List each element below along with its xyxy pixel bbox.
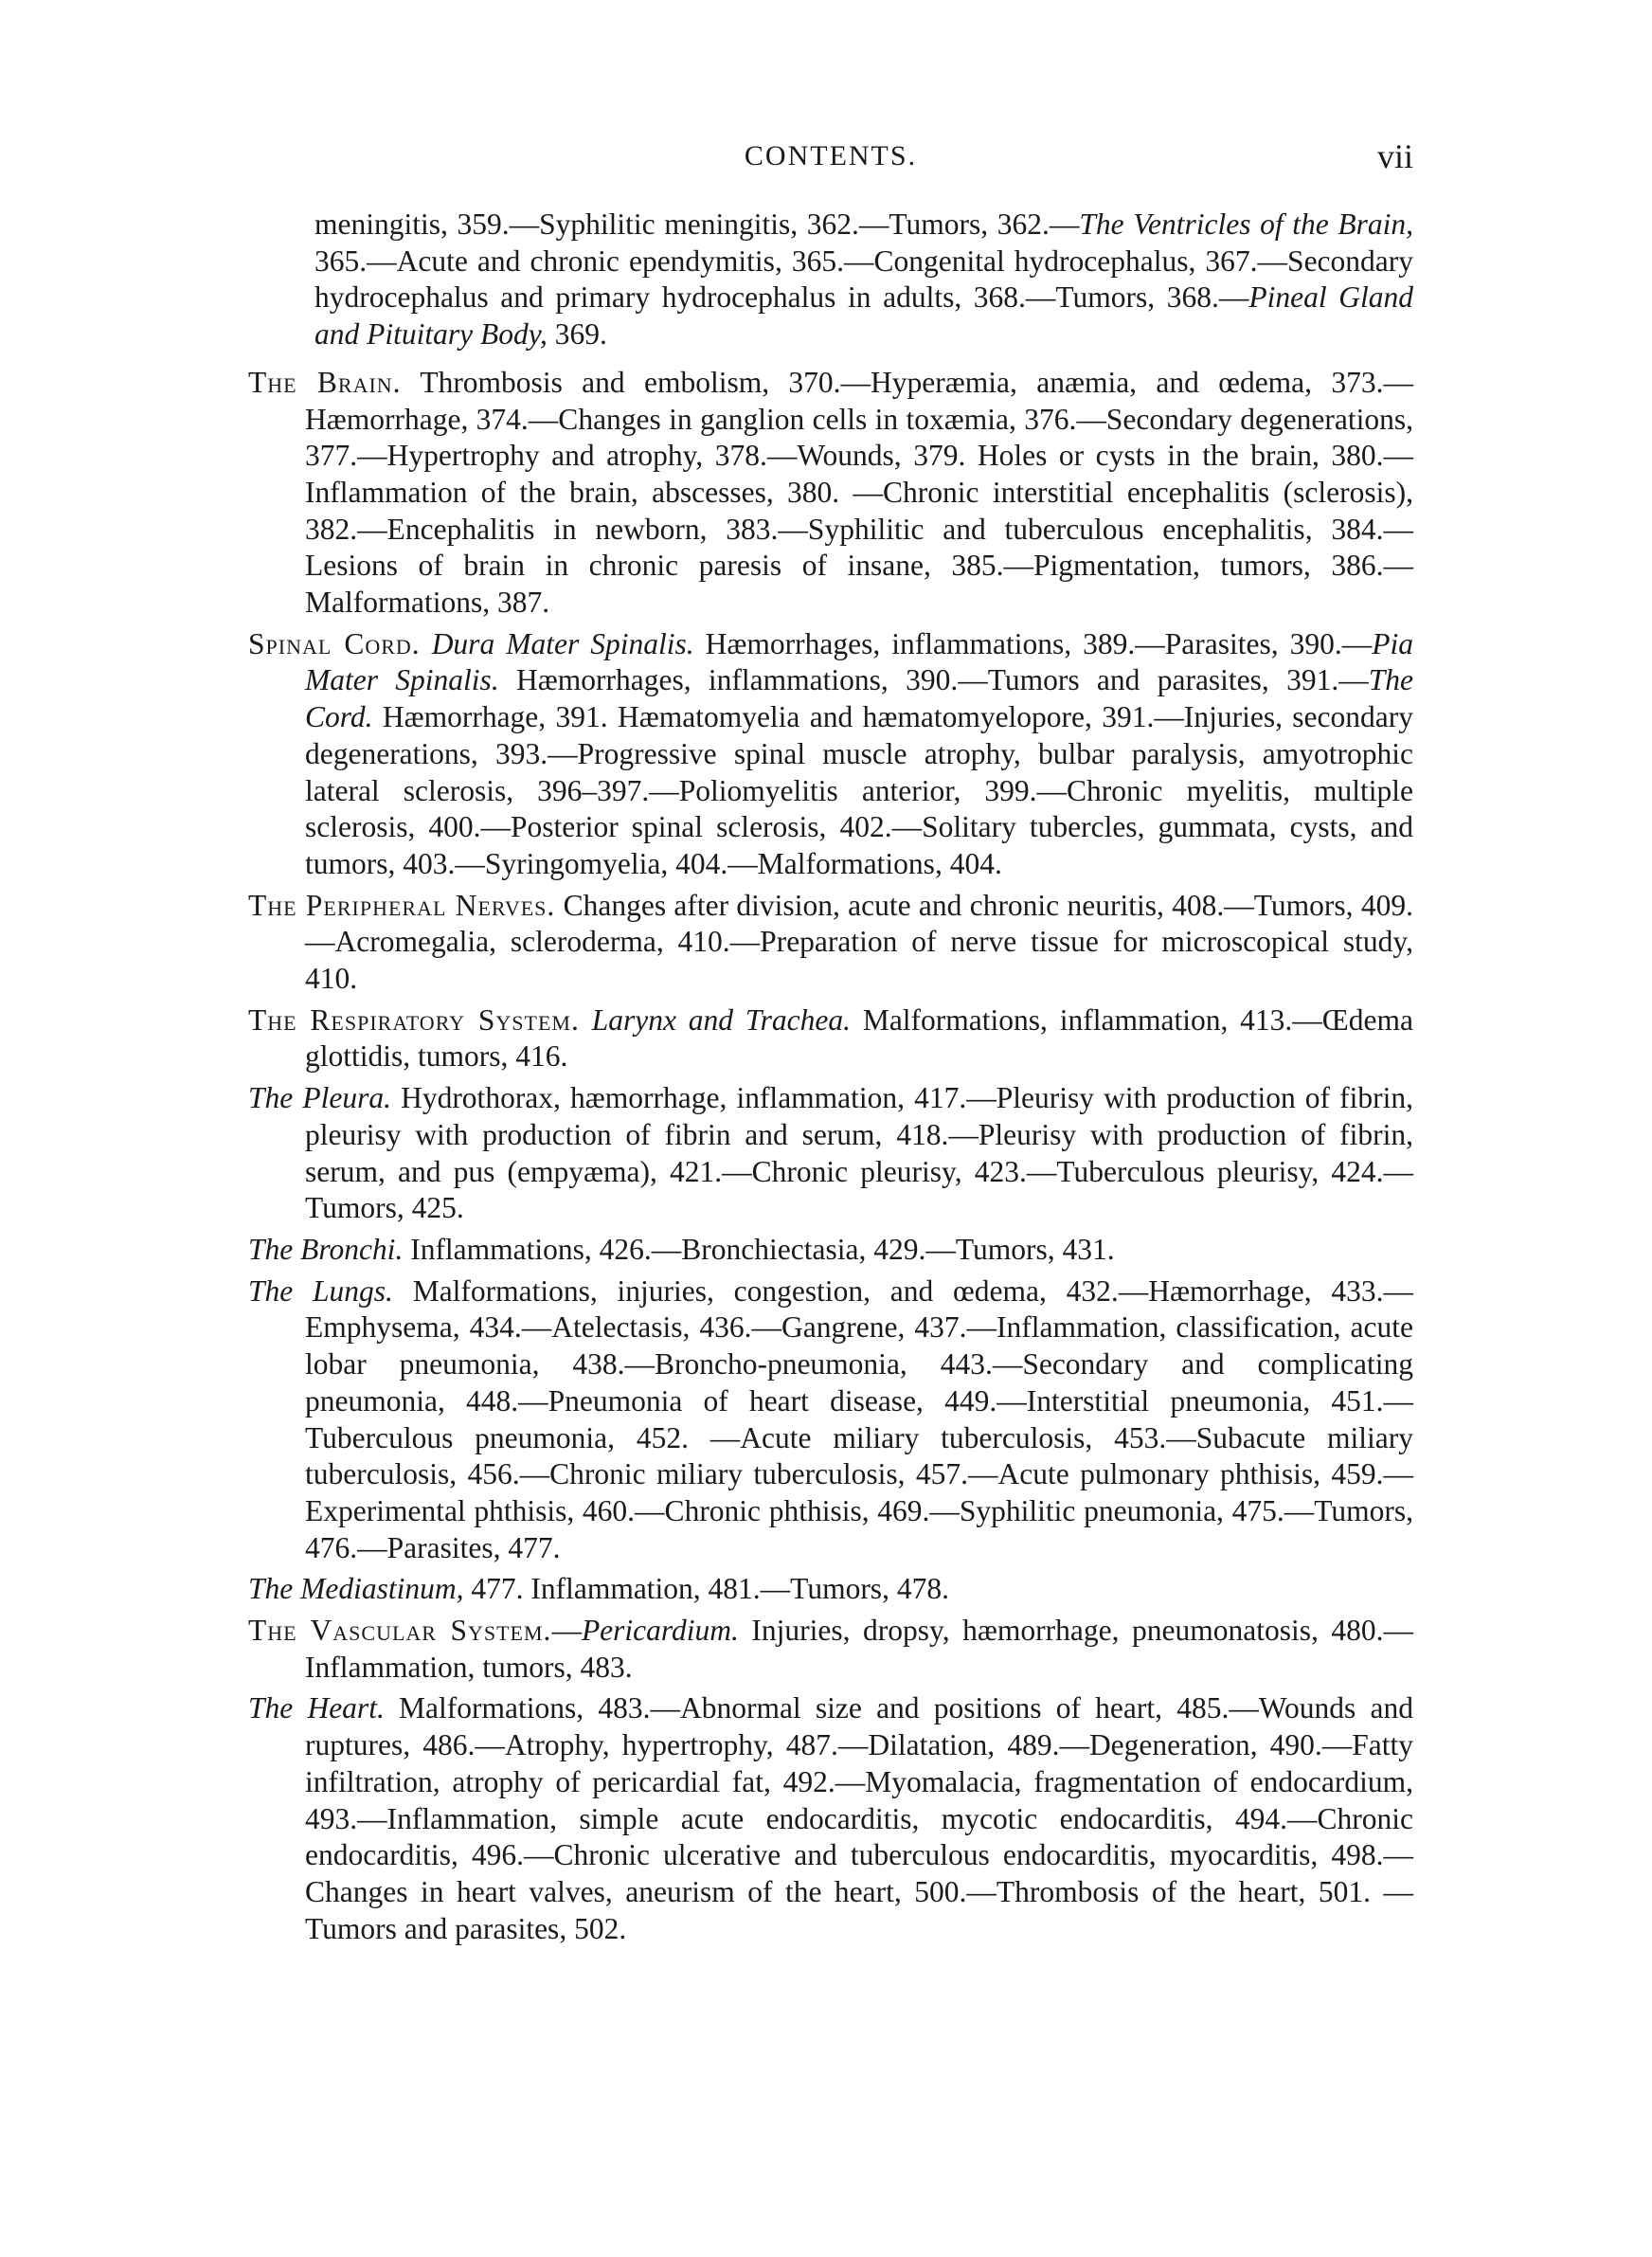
toc-entry-respiratory-system — [248, 1002, 1413, 1075]
toc-section-heading: The Brain. — [248, 365, 402, 399]
toc-subheading: The Mediastinum, — [248, 1572, 464, 1606]
toc-subheading: Larynx and Trachea. — [591, 1002, 851, 1037]
toc-entry-text: Hydrothorax, hæmorrhage, inflammation, 417.—Pleurisy with production of fibrin, pleurisy with production of fibrin and serum, 418.—Pleurisy with production of fibrin, serum, and pus (empyæma), 421.—Chronic pleurisy, 423.—Tuberculous pleurisy, 424.—Tumors, 425. — [305, 1081, 1414, 1225]
toc-subheading: Pineal Gland and Pituitary Body, — [314, 280, 1413, 352]
toc-subheading: Pericardium. — [581, 1614, 739, 1648]
toc-entry-heart — [248, 1690, 1413, 1947]
toc-subheading: The Bronchi. — [248, 1232, 404, 1266]
toc-subheading: The Lungs. — [248, 1273, 393, 1308]
toc-entry-lungs — [248, 1273, 1413, 1567]
toc-entry-text: 477. Inflammation, 481.—Tumors, 478. — [463, 1572, 949, 1606]
toc-entry-text: Hæmorrhages, inflammations, 390.—Tumors and parasites, 391.— — [498, 663, 1369, 697]
page-title: CONTENTS. — [744, 140, 918, 172]
toc-entry-text: Injuries, dropsy, hæmorrhage, pneumonatosis, 480.—Inflammation, tumors, 483. — [305, 1614, 1413, 1684]
toc-entry-vascular-system: The Vascular System.—Pericardium. Injuries, dropsy, hæmorrhage, pneumonatosis, 480.—Inflammation, tumors, 483. — [248, 1614, 1413, 1684]
toc-subheading: The Ventricles of the Brain, — [1079, 208, 1413, 241]
toc-subheading: The Heart. — [248, 1691, 385, 1725]
toc-section-heading: The Respiratory System. — [248, 1002, 580, 1037]
toc-entry-brain — [248, 365, 1413, 622]
toc-entry-text: Inflammations, 426.—Bronchiectasia, 429.—Tumors, 431. — [403, 1232, 1115, 1266]
toc-subheading: Dura Mater Spinalis. — [431, 626, 694, 660]
table-of-contents — [248, 207, 1413, 1952]
page-number: vii — [1376, 137, 1413, 175]
toc-entry-text: Malformations, inflammation, 413.—Œdema glottidis, tumors, 416. — [305, 1002, 1414, 1074]
toc-section-heading: The Peripheral Nerves. — [248, 888, 556, 922]
toc-entry-text: Hæmorrhage, 391. Hæmatomyelia and hæmatomyelopore, 391.—Injuries, secondary degenerations, 393.—Progressive spinal muscle atrophy, bulbar paralysis, amyotrophic lateral sclerosis, 396–397.—Poliomyelitis anterior, 399.—Chronic myelitis, multiple sclerosis, 400.—Posterior spinal sclerosis, 402.—Solitary tubercles, gummata, cysts, and tumors, 403.—Syringomyelia, 404.—Malformations, 404. — [305, 700, 1413, 880]
running-head — [248, 137, 1413, 178]
toc-subheading: Pia Mater Spinalis. — [305, 626, 1413, 697]
toc-section-heading: The Vascular System. — [248, 1614, 552, 1648]
toc-entry-peripheral-nerves — [248, 888, 1413, 998]
toc-entry-text: Malformations, 483.—Abnormal size and positions of heart, 485.—Wounds and ruptures, 486.—Atrophy, hypertrophy, 487.—Dilatation, 489.—Degeneration, 490.—Fatty infiltration, atrophy of pericardial fat, 492.—Myomalacia, fragmentation of endocardium, 493.—Inflammation, simple acute endocarditis, mycotic endocarditis, 494.—Chronic endocarditis, 496.—Chronic ulcerative and tuberculous endocarditis, myocarditis, 498.—Changes in heart valves, aneurism of the heart, 500.—Thrombosis of the heart, 501. —Tumors and parasites, 502. — [305, 1691, 1413, 1945]
toc-entry-text: Hæmorrhages, inflammations, 389.—Parasites, 390.— — [693, 626, 1373, 660]
toc-entry-text: Thrombosis and embolism, 370.—Hyperæmia, anæmia, and œdema, 373.—Hæmorrhage, 374.—Changes in ganglion cells in toxæmia, 376.—Secondary degenerations, 377.—Hypertrophy and atrophy, 378.—Wounds, 379. Holes or cysts in the brain, 380.—Inflammation of the brain, abscesses, 380. —Chronic interstitial encephalitis (sclerosis), 382.—Encephalitis in newborn, 383.—Syphilitic and tuberculous encephalitis, 384.—Lesions of brain in chronic paresis of insane, 385.—Pigmentation, tumors, 386.—Malformations, 387. — [305, 365, 1413, 620]
toc-entry-pleura — [248, 1080, 1413, 1227]
toc-entry-mediastinum — [248, 1571, 1413, 1608]
toc-entry-spinal-cord — [248, 626, 1413, 883]
toc-entry-continuation: meningitis, 359.—Syphilitic meningitis, 362.—Tumors, 362.—The Ventricles of the Brain, 365.—Acute and chronic ependymitis, 365.—Congenital hydrocephalus, 367.—Secondary hydrocephalus and primary hydrocephalus in adults, 368.—Tumors, 368.—Pineal Gland and Pituitary Body, 369. — [314, 208, 1413, 352]
toc-subheading: The Cord. — [305, 663, 1413, 734]
toc-subheading: The Pleura. — [248, 1081, 391, 1115]
toc-section-heading: Spinal Cord. — [248, 626, 421, 660]
toc-entry-bronchi — [248, 1232, 1413, 1269]
toc-entry-text: Changes after division, acute and chronic neuritis, 408.—Tumors, 409.—Acromegalia, scleroderma, 410.—Preparation of nerve tissue for microscopical study, 410. — [305, 888, 1414, 996]
toc-entry-text: Malformations, injuries, congestion, and œdema, 432.—Hæmorrhage, 433.—Emphysema, 434.—Atelectasis, 436.—Gangrene, 437.—Inflammation, classification, acute lobar pneumonia, 438.—Broncho-pneumonia, 443.—Secondary and complicating pneumonia, 448.—Pneumonia of heart disease, 449.—Interstitial pneumonia, 451.—Tuberculous pneumonia, 452. —Acute miliary tuberculosis, 453.—Subacute miliary tuberculosis, 456.—Chronic miliary tuberculosis, 457.—Acute pulmonary phthisis, 459.—Experimental phthisis, 460.—Chronic phthisis, 469.—Syphilitic pneumonia, 475.—Tumors, 476.—Parasites, 477. — [305, 1273, 1413, 1564]
